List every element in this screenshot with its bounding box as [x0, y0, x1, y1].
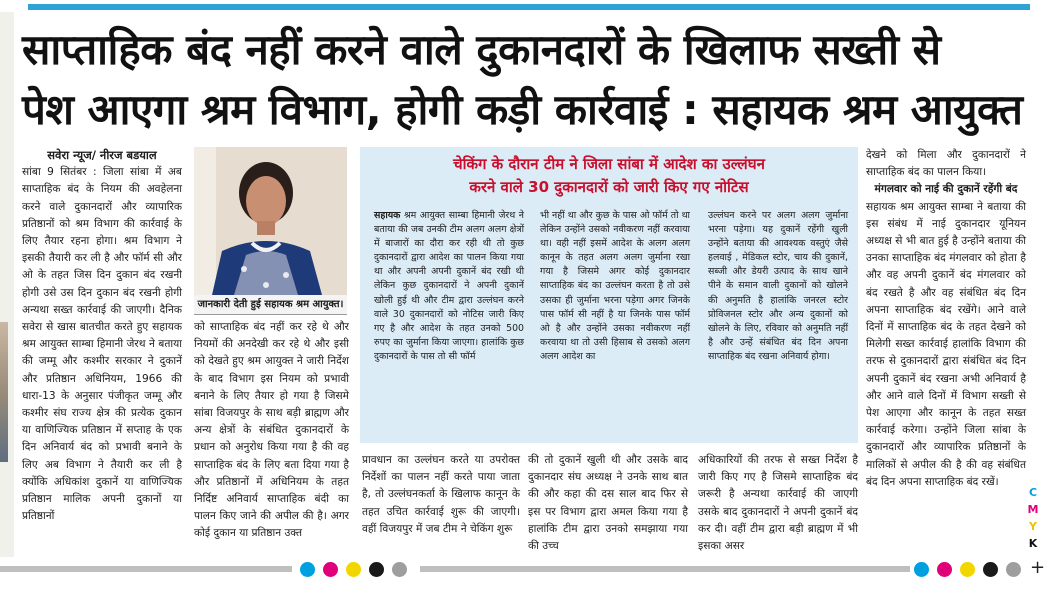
registration-bar: [420, 566, 910, 572]
highlight-column-3: उल्लंघन करने पर अलग अलग जुर्माना भरना पड़ेगा। यह दुकानें रहेंगी खुली उन्होंने बताया की आवश्यक वस्तुएं जैसे हलवाई , मेडिकल स्टोर, चाय की दुकानें, सब्जी और डेयरी उत्पाद के साथ खाने पीने के समान वाली दुकानों को खोलने की अनुमति है हालांकि जनरल स्टोर प्रोविजनल स्टोर और अन्य दुकानों को खोलने के लिए, रविवार को अनुमति नहीं है और उन्हें संबंधित बंद दिन अपना साप्ताहिक बंद रखना अनिवार्य होगा।: [708, 210, 848, 362]
registration-dot: [323, 562, 338, 577]
registration-bar: [0, 566, 292, 572]
cmyk-c: C: [1028, 486, 1038, 499]
paragraph: देखने को मिला और दुकानदारों ने साप्ताहिक बंद का पालन किया।: [866, 149, 1026, 179]
paragraph: सांबा 9 सितंबर : जिला सांबा में अब साप्ताहिक बंद के नियम की अवहेलना करने वाले दुकानदारों और व्यापारिक प्रतिष्ठानों को श्रम विभाग की कार्रवाई के लिए तैयार रहना होगा। श्रम विभाग ने इसकी तैयारी कर ली है और फॉर्म सी और ओ के तहत जिस दिन दुकान बंद रखनी होगी उसे उस दिन दुकान बंद रखनी होगी अन्यथा सख्त कार्रवाई की जाएगी। दैनिक सवेरा से खास बातचीत करते हुए सहायक श्रम आयुक्त साम्बा हिमानी जेरथ ने बताया की जम्मू और कश्मीर सरकार ने दुकानें और प्रतिष्ठान अधिनियम, 1966 की धारा-13 के अनुसार पंजीकृत जम्मू और कश्मीर संघ राज्य क्षेत्र की प्रत्येक दुकान या वाणिज्यिक प्रतिष्ठान में सप्ताह के एक दिन अनिवार्य बंद को प्रभावी बनाने के लिए अब विभाग ने तैयारी कर ली है क्योंकि अधिकांश दुकानें या वाणिज्यिक प्रतिष्ठान मालिक अपनी दुकानों या प्रतिष्ठानों: [22, 166, 182, 523]
article-column-6: [866, 147, 1026, 491]
paragraph: को साप्ताहिक बंद नहीं कर रहे थे और नियमों की अनदेखी कर रहे थे और इसी को देखते हुए श्रम आयुक्त ने जारी निर्देश के बाद विभाग इस नियम को प्रभावी बनाने के लिए तैयार हो गया है जिसमे सांबा विजयपुर के साथ बड़ी ब्राह्मण और अन्य क्षेत्रों के संबंधित दुकानदारों के प्रधान को अनुरोध किया गया है की वह साप्ताहिक बंद के लिए बता दिया गया है और प्रतिष्ठानों में अधिनियम के तहत निर्दिष्ट अनिवार्य साप्ताहिक बंदी का पालन किए जाने की अपील की है। अगर कोई दुकान या प्रतिष्ठान उक्त: [194, 321, 349, 540]
registration-dot: [300, 562, 315, 577]
paragraph: श्रम आयुक्त साम्बा हिमानी जेरथ ने बताया की जब उनकी टीम अलग अलग क्षेत्रों में बाजारों का दौरा कर रही थी तो कुछ दुकानदारों द्वारा आदेश का पालन किया गया था और अपनी अपनी दुकानें बंद रखी थी लेकिन कुछ दुकानदारों ने अपनी दुकानें खोली हुई थी और टीम द्वारा उल्लंघन करने वाले 30 दुकानदारों को नोटिस जारी किए गए है और आदेश के तहत उनको 500 रुपए का जुर्माना किया जाएगा। हालांकि कुछ दुकानदारों के पास तो सी फॉर्म: [374, 210, 524, 362]
highlight-title-line-2: करने वाले 30 दुकानदारों को जारी किए गए नोटिस: [469, 178, 749, 196]
article-column-2: [194, 319, 349, 543]
registration-dot: [346, 562, 361, 577]
adjacent-column-edge: [0, 12, 14, 557]
registration-dot: [392, 562, 407, 577]
article-column-3: प्रावधान का उल्लंघन करते या उपरोक्त निर्देशों का पालन नहीं करते पाया जाता है, तो उल्लंघनकर्ता के खिलाफ कानून के तहत उचित कार्रवाई शुरू की जाएगी। वहीं विजयपुर में जब टीम ने चेकिंग शुरू: [362, 454, 520, 535]
top-color-rule: [28, 4, 1030, 10]
color-registration-dots: [914, 562, 1021, 577]
cmyk-y: Y: [1029, 520, 1037, 533]
highlight-column-2: भी नहीं था और कुछ के पास ओ फॉर्म तो था लेकिन उन्होंने उसको नवीकरण नहीं करवाया था। वही नहीं इसमें आदेश के अलग अलग कानून के तहत अलग अलग जुर्माना रखा गया है जिसमे अगर कोई दुकानदार साप्ताहिक बंद का उल्लंघन करता है तो उसे उसका ही जुर्माना भरना पड़ेगा अगर जिनके पास फॉर्म सी नहीं है या जिनके पास फॉर्म ओ है और उन्होंने उसका नवीकरण नहीं करवाया था तो उसी हिसाब से उसको अलग अलग आदेश का: [540, 210, 690, 362]
headline-line-1: साप्ताहिक बंद नहीं करने वाले दुकानदारों के खिलाफ सख्ती से: [22, 25, 941, 74]
registration-dot: [937, 562, 952, 577]
photo-caption: जानकारी देती हुई सहायक श्रम आयुक्त।: [194, 295, 347, 315]
assistant-labour-commissioner-photo: [194, 147, 347, 295]
cmyk-k: K: [1028, 537, 1038, 550]
registration-dot: [960, 562, 975, 577]
cmyk-marks: [1026, 484, 1040, 552]
article-column-5: अधिकारियों की तरफ से सख्त निर्देश है जारी किए गए है जिसमे साप्ताहिक बंद जरूरी है अन्यथा कार्रवाई की जाएगी उसके बाद दुकानदारों ने अपनी दुकानें बंद कर दी। वहीं टीम द्वारा बड़ी ब्राह्मण में भी इसका असर: [698, 454, 858, 553]
registration-dot: [1006, 562, 1021, 577]
color-registration-dots: [300, 562, 407, 577]
registration-dot: [914, 562, 929, 577]
adjacent-photo-edge: [0, 322, 8, 462]
paragraph: सहायक श्रम आयुक्त साम्बा ने बताया की इस संबंध में नाई दुकानदार यूनियन अध्यक्ष से भी बात हुई है उन्होंने बताया की उनका साप्ताहिक बंद मंगलवार को होता है और वह अपनी दुकानें बंद मंगलवार को बंद रखते है और वह संबंधित बंद दिन अपना साप्ताहिक बंद रखेंगे। आने वाले दिनों में साप्ताहिक बंद के तहत देखने को मिलेगी सख्त कार्रवाई हालांकि विभाग की तरफ से दुकानदारों द्वारा संबंधित बंद दिन अपनी दुकानें बंद रखना अभी अनिवार्य है और आने वाले दिनों में विभाग सख्ती से पेश आएगा और कानून के तहत सख्त कार्रवाई करेगा। उन्होंने जिला सांबा के दुकानदारों और व्यापारिक प्रतिष्ठानों के मालिकों से अपील की है की वह संबंधित बंद दिन अपना साप्ताहिक बंद रखें।: [866, 200, 1026, 488]
highlight-column-1: [374, 209, 524, 364]
headline-line-2: पेश आएगा श्रम विभाग, होगी कड़ी कार्रवाई : सहायक श्रम आयुक्त: [22, 85, 1023, 134]
lead-word: सहायक: [374, 210, 401, 221]
cmyk-m: M: [1027, 503, 1039, 516]
registration-dot: [983, 562, 998, 577]
article-column-1: [22, 147, 182, 525]
crop-mark-icon: +: [1030, 557, 1045, 578]
registration-dot: [369, 562, 384, 577]
byline: सवेरा न्यूज/ नीरज बडयाल: [47, 148, 157, 162]
highlight-title-line-1: चेकिंग के दौरान टीम ने जिला सांबा में आदेश का उल्लंघन: [453, 155, 765, 173]
portrait-illustration: [194, 147, 347, 295]
highlight-box: [360, 147, 858, 443]
article-column-4: की तो दुकानें खुली थी और उसके बाद दुकानदार संघ अध्यक्ष ने उनके साथ बात की और कहा की दस साल बाद फिर से इस पर विभाग द्वारा अमल किया गया है हालांकि टीम द्वारा उनको समझाया गया की उच्च: [528, 454, 688, 553]
highlight-box-title: [360, 153, 858, 199]
subheading: मंगलवार को नाई की दुकानें रहेंगी बंद: [874, 183, 1018, 196]
